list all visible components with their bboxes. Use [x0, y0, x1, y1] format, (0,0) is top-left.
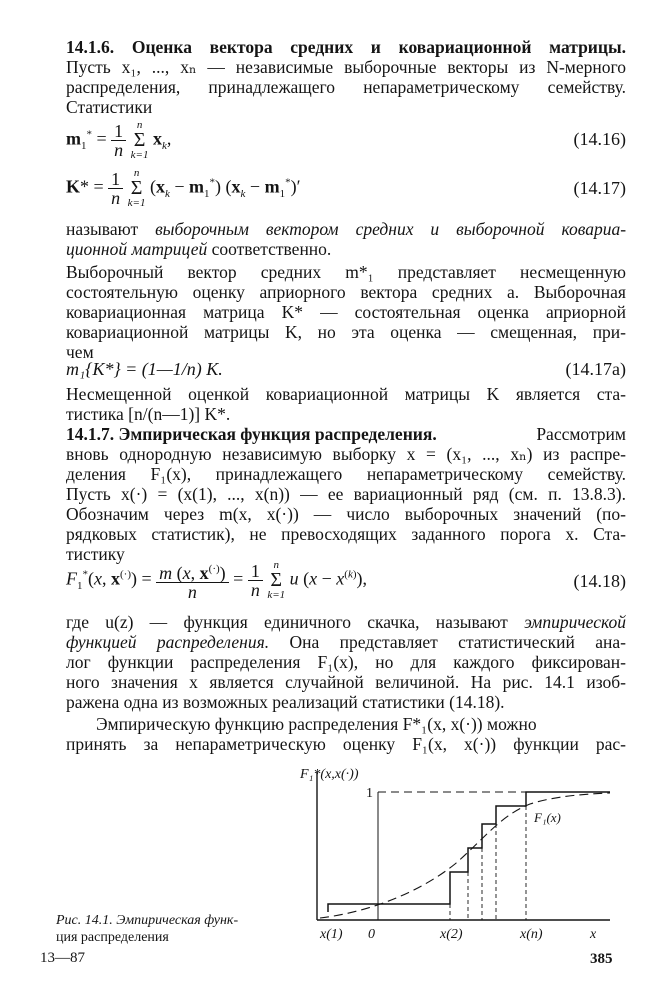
- empirical-step-function: [328, 792, 610, 912]
- x-label: x(1): [320, 927, 343, 942]
- text-line: Статистики: [66, 97, 153, 117]
- text-line: Выборочный вектор средних m*₁ представляет несмещенную: [66, 262, 626, 282]
- equation-14-17: K* = $\frac{1}{n}$ n Σ k=1 $(x_k - m_1^*) (x_k - m_1^*)'$: [66, 167, 301, 209]
- text-line: вновь однородную независимую выборку x = (x₁, ..., xₙ) из распре-: [66, 444, 626, 464]
- figure-14-1: [290, 760, 640, 960]
- text-line: распределения, принадлежащего непараметрическому семейству.: [66, 77, 626, 97]
- text-line: ционной матрицей соответственно.: [66, 239, 332, 259]
- equation-14-18: $F_1^*(x$, x(·)) = $\frac{m (x, x^{(\cdot)})}{n}$ = $\frac{1}{n}$ n Σ k=1 u $(x - x^{(k)})$,: [66, 559, 368, 602]
- text-line: тистику: [66, 544, 125, 564]
- text-line: ражена одна из возможных реализаций статистики (14.18).: [66, 692, 505, 712]
- equation-number-14-16: (14.16): [573, 129, 626, 149]
- curve-label: F₁(x): [534, 810, 561, 825]
- x-label: x(2): [440, 927, 463, 942]
- section-heading-14-1-6: 14.1.6. Оценка вектора средних и ковариационной матрицы.: [66, 37, 626, 57]
- equation-14-17a: m₁{K*} = (1—1/n) K.: [66, 359, 223, 379]
- theoretical-cdf-curve: [320, 793, 610, 918]
- text-line: состоятельную оценку априорного вектора средних a. Выборочная: [66, 282, 626, 302]
- signature-mark: 13—87: [40, 950, 85, 966]
- x-label: 0: [368, 927, 375, 942]
- page-number: 385: [590, 951, 613, 967]
- text-line: ковариационной матрицы K, но эта оценка — смещенная, при-: [66, 322, 626, 342]
- text-line: Несмещенной оценкой ковариационной матрицы K является ста-: [66, 384, 626, 404]
- figure-caption: ция распределения: [56, 930, 169, 945]
- text-line: рядковых статистик), не превосходящих заданного порога x. Ста-: [66, 524, 626, 544]
- text-line: Обозначим через m(x, x(·)) — число выборочных значений (по-: [66, 504, 626, 524]
- text-line: чем: [66, 342, 94, 362]
- x-label: x: [590, 927, 597, 942]
- equation-number-14-17: (14.17): [573, 178, 626, 198]
- equation-14-16: $m_1^*$ = $\frac{1}{n}$ n Σ k=1 $x_k$,: [66, 119, 172, 161]
- x-label: x(n): [520, 927, 543, 942]
- text-line: где u(z) — функция единичного скачка, называют эмпирической: [66, 612, 626, 632]
- text-line: лог функции распределения F₁(x), но для каждого фиксирован-: [66, 652, 626, 672]
- text-line: Пусть x₁, ..., xₙ — независимые выборочные векторы из N-мерного: [66, 57, 626, 77]
- text-line: Пусть x(·) = (x(1), ..., x(n)) — ее вариационный ряд (см. п. 13.8.3).: [66, 484, 626, 504]
- y-axis-label: F₁*(x,x(·)): [300, 767, 359, 782]
- text-line: называют выборочным вектором средних и выборочной ковариа-: [66, 219, 627, 239]
- text-line: ного значения x является случайной величиной. На рис. 14.1 изоб-: [66, 672, 626, 692]
- text-line: тистика [n/(n—1)] K*.: [66, 404, 231, 424]
- text-line: принять за непараметрическую оценку F₁(x, x(·)) функции рас-: [66, 734, 626, 754]
- figure-caption: Рис. 14.1. Эмпирическая функ-: [56, 913, 239, 928]
- y-tick-one: 1: [366, 786, 373, 801]
- text-line: Эмпирическую функцию распределения F*₁(x, x(·)) можно: [96, 714, 537, 734]
- section-heading-14-1-7: 14.1.7. Эмпирическая функция распределения. Рассмотрим: [66, 424, 626, 444]
- text-line: функцией распределения. Она представляет статистический ана-: [66, 632, 626, 652]
- equation-number-14-17a: (14.17a): [565, 359, 626, 379]
- text-line: деления F₁(x), принадлежащего непараметрическому семейству.: [66, 464, 626, 484]
- text-line: ковариационная матрица K* — состоятельная оценка априорной: [66, 302, 626, 322]
- equation-number-14-18: (14.18): [573, 571, 626, 591]
- step-dropdown-lines: [450, 806, 526, 920]
